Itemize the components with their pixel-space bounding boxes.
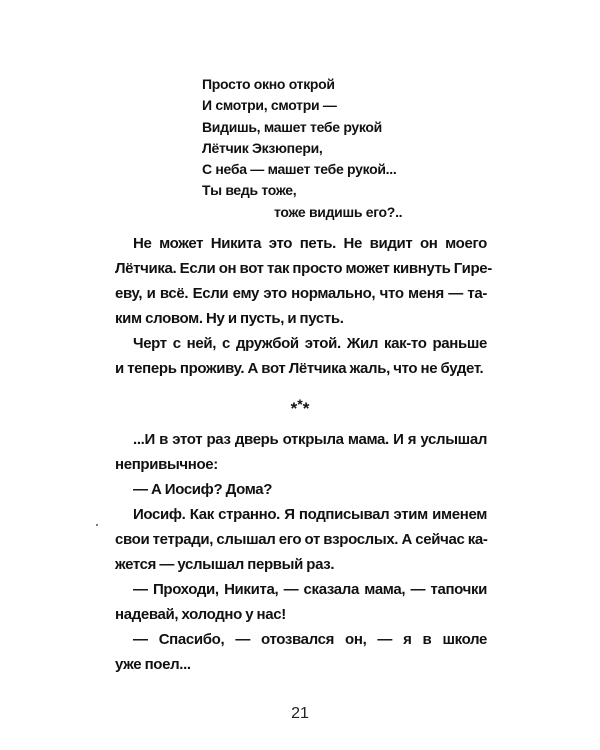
paragraph-6-line: — Проходи, Никита, — сказала мама, — тапочки — [133, 581, 487, 598]
paragraph-4-line: — А Иосиф? Дома? — [133, 481, 273, 498]
paragraph-3-line: ...И в этот раз дверь открыла мама. И я услышал — [133, 431, 487, 448]
poem-line: И смотри, смотри — — [202, 97, 337, 114]
paragraph-5-line: свои тетради, слышал его от взрослых. А сейчас ка- — [115, 531, 488, 548]
poem-line: С неба — машет тебе рукой... — [202, 161, 397, 178]
paragraph-1-line: ким словом. Ну и пусть, и пусть. — [115, 310, 344, 327]
paragraph-1-line: Лётчика. Если он вот так просто может кивнуть Гире- — [115, 260, 492, 277]
paragraph-7-line: — Спасибо, — отозвался он, — я в школе — [133, 631, 487, 648]
page-number: 21 — [291, 705, 309, 722]
poem-block — [202, 74, 462, 223]
prose-block-1 — [115, 231, 492, 331]
prose-block-2 — [115, 331, 487, 381]
paragraph-5-line: Иосиф. Как странно. Я подписывал этим именем — [133, 506, 487, 523]
paragraph-6-line: надевай, холодно у нас! — [115, 606, 286, 623]
section-separator — [0, 396, 600, 419]
print-speck — [96, 524, 98, 526]
poem-line: Лётчик Экзюпери, — [202, 139, 323, 156]
poem-line: Видишь, машет тебе рукой — [202, 118, 382, 135]
paragraph-5-line: жется — услышал первый раз. — [115, 556, 335, 573]
paragraph-2-line: и теперь проживу. А вот Лётчика жаль, что не будет. — [115, 360, 484, 377]
paragraph-1-line: Не может Никита это петь. Не видит он моего — [133, 235, 487, 252]
prose-block-3 — [115, 427, 487, 677]
paragraph-7-line: уже поел... — [115, 656, 191, 673]
separator-glyphs: *** — [290, 396, 310, 418]
paragraph-2-line: Черт с ней, с дружбой этой. Жил как-то раньше — [133, 335, 487, 352]
paragraph-3-line: непривычное: — [115, 456, 218, 473]
poem-line: тоже видишь его?.. — [274, 203, 403, 220]
poem-line: Ты ведь тоже, — [202, 182, 297, 199]
poem-line: Просто окно открой — [202, 76, 335, 92]
paragraph-1-line: еву, и всё. Если ему это нормально, что меня — та- — [115, 285, 487, 302]
